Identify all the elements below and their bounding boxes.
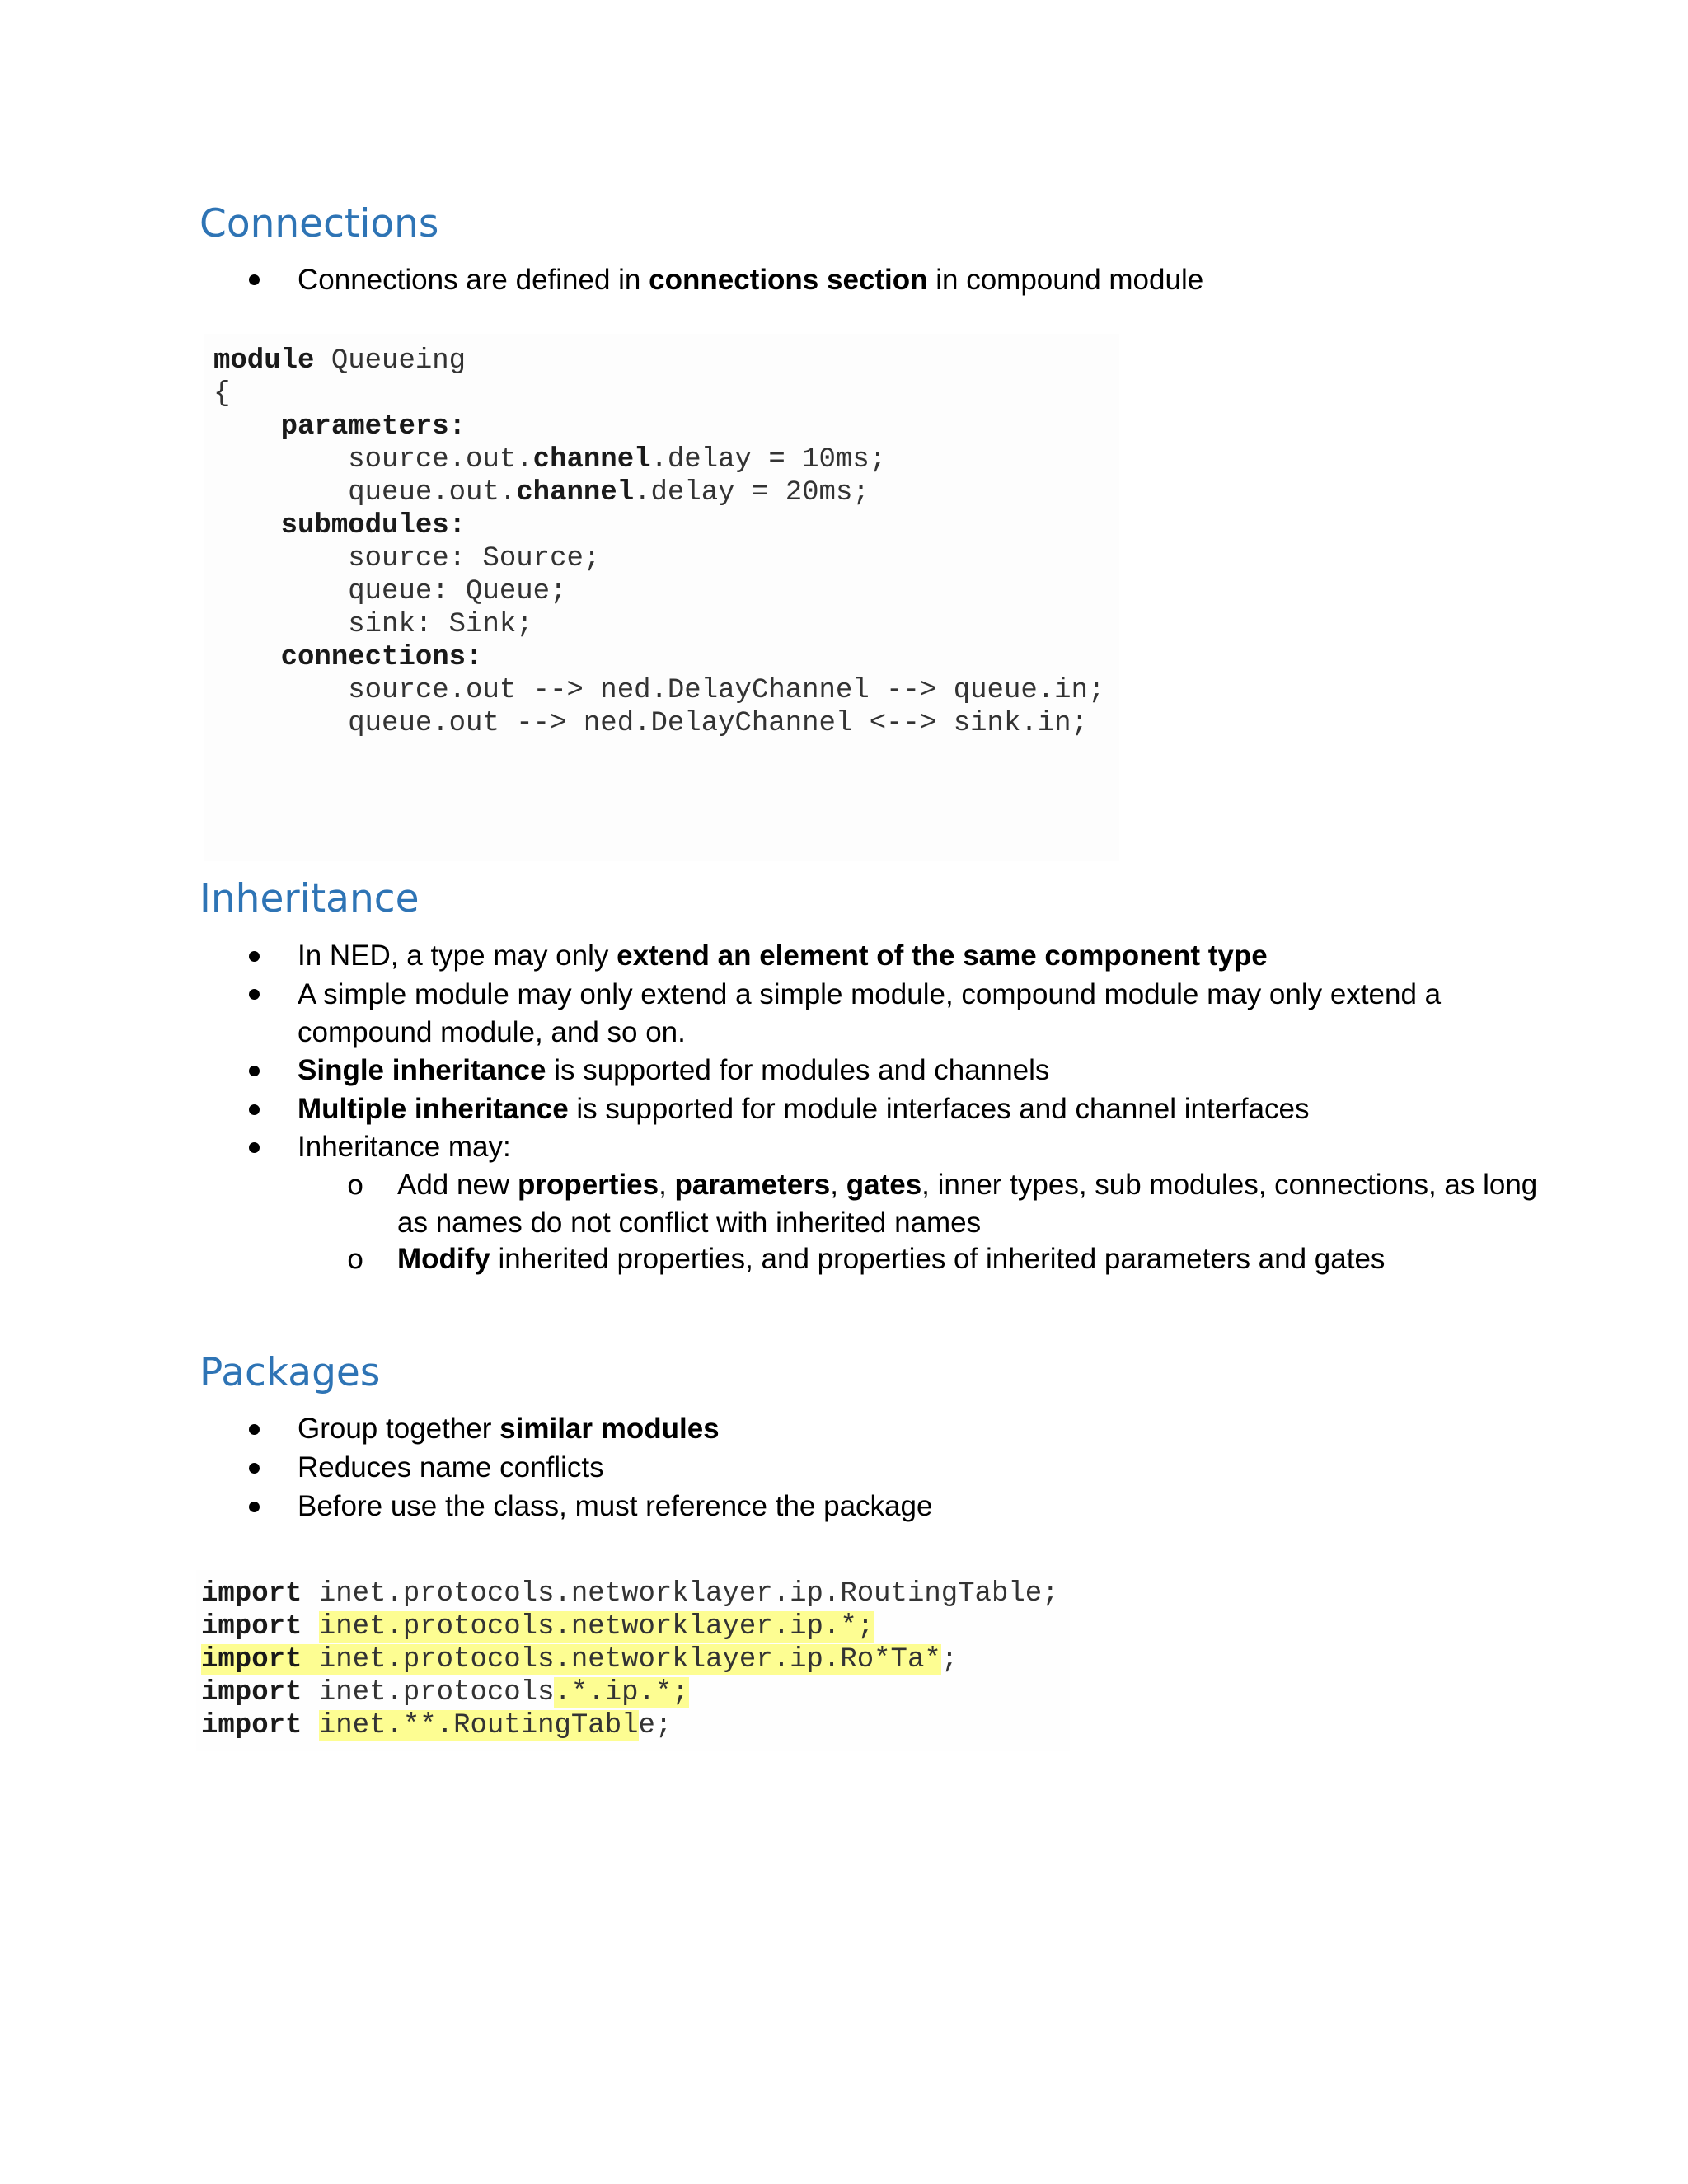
bullet-dot — [249, 1066, 260, 1076]
sub-bullet-marker: o — [347, 1243, 364, 1275]
code-line: import inet.protocols.networklayer.ip.Ro*Ta*; — [201, 1644, 959, 1675]
code-line: source.out.channel.delay = 10ms; — [348, 444, 887, 476]
heading-packages: Packages — [199, 1350, 381, 1395]
bullet-dot — [249, 1463, 260, 1474]
code-line: module Queueing — [213, 345, 467, 377]
code-line: import inet.protocols.*.ip.*; — [201, 1677, 689, 1708]
code-line: import inet.**.RoutingTable; — [201, 1710, 673, 1741]
bullet-dot — [249, 274, 260, 285]
code-line: import inet.protocols.networklayer.ip.RoutingTable; — [201, 1578, 1059, 1610]
sub-bullet-item: Add new properties, parameters, gates, inner types, sub modules, connections, as long as names do not conflict with inherited names — [397, 1169, 1538, 1239]
bullet-item: Inheritance may: — [298, 1131, 511, 1163]
bullet-item: Connections are defined in connections section in compound module — [298, 264, 1204, 296]
code-line: sink: Sink; — [348, 609, 533, 640]
sub-bullet-item: Modify inherited properties, and properties of inherited parameters and gates — [397, 1243, 1386, 1275]
heading-inheritance: Inheritance — [199, 876, 420, 921]
code-line: { — [213, 378, 231, 410]
code-line: queue.out --> ned.DelayChannel <--> sink.in; — [348, 708, 1088, 739]
bullet-item: In NED, a type may only extend an element of the same component type — [298, 940, 1268, 972]
code-block-imports — [201, 1577, 1059, 1742]
code-line: import inet.protocols.networklayer.ip.*; — [201, 1611, 874, 1643]
bullet-item: Multiple inheritance is supported for module interfaces and channel interfaces — [298, 1093, 1310, 1125]
bullet-item: Reduces name conflicts — [298, 1451, 604, 1483]
bullet-dot — [249, 1142, 260, 1153]
bullet-item: Before use the class, must reference the package — [298, 1490, 933, 1522]
bullet-dot — [249, 989, 260, 1000]
bullet-dot — [249, 1502, 260, 1512]
heading-connections: Connections — [199, 201, 439, 246]
code-line: queue: Queue; — [348, 576, 567, 607]
code-block-queueing — [213, 344, 1104, 740]
bullet-dot — [249, 1104, 260, 1115]
code-line: source.out --> ned.DelayChannel --> queue.in; — [348, 675, 1105, 706]
code-line: queue.out.channel.delay = 20ms; — [348, 477, 870, 509]
bullet-dot — [249, 951, 260, 962]
code-line: submodules: — [280, 510, 467, 541]
bullet-item: Single inheritance is supported for modules and channels — [298, 1054, 1050, 1086]
code-line: source: Source; — [348, 543, 601, 574]
code-line: parameters: — [280, 411, 467, 443]
sub-bullet-marker: o — [347, 1169, 364, 1201]
bullet-item: Group together similar modules — [298, 1413, 720, 1445]
bullet-dot — [249, 1424, 260, 1435]
bullet-item: A simple module may only extend a simple module, compound module may only extend a compound module, and so on. — [298, 978, 1442, 1048]
code-line: connections: — [280, 642, 483, 673]
